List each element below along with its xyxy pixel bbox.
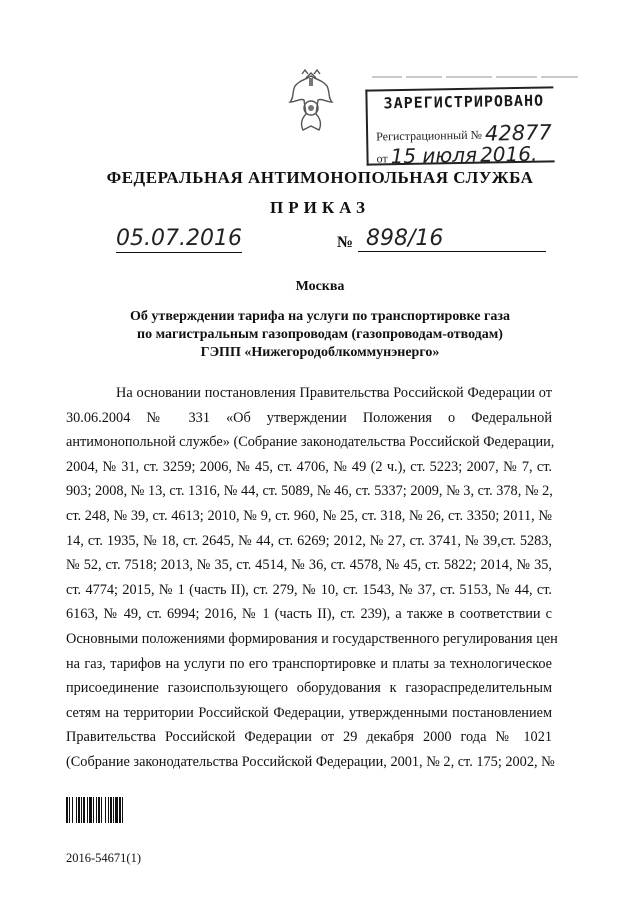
barcode-bar — [78, 797, 80, 823]
coat-of-arms-emblem — [280, 68, 342, 140]
barcode-bar — [105, 797, 106, 823]
stamp-date-year: 2016. — [479, 141, 538, 167]
document-code: 2016-54671(1) — [66, 851, 141, 865]
registration-stamp — [365, 86, 554, 169]
body-line: № 52, ст. 7518; 2013, № 35, ст. 4514, № 36, ст. 4578, № 45, ст. 5822; 2014, № 35, — [66, 557, 552, 574]
body-line: 903; 2008, № 13, ст. 1316, № 44, ст. 5089, № 46, ст. 5337; 2009, № 3, ст. 378, № 2, — [66, 483, 553, 500]
barcode-bar — [96, 797, 97, 823]
barcode-bar — [76, 797, 77, 823]
barcode-bar — [89, 797, 92, 823]
barcode-bar — [66, 797, 68, 823]
stamp-header-smudge — [372, 72, 578, 82]
title-line: ГЭПП «Нижегородоблкоммунэнерго» — [200, 345, 440, 360]
document-type: ПРИКАЗ — [270, 198, 370, 217]
barcode-bar — [119, 797, 121, 823]
body-line: На основании постановления Правительства Российской Федерации от — [116, 385, 552, 401]
stamp-date-line — [376, 141, 537, 168]
order-number-field — [358, 226, 546, 252]
barcode-bar — [98, 797, 100, 823]
stamp-date-handwritten: 15 июля — [390, 142, 478, 169]
title-line: Об утверждении тарифа на услуги по транспортировке газа — [130, 309, 510, 324]
barcode-bar — [93, 797, 94, 823]
barcode-bar — [113, 797, 114, 823]
order-number: 898/16 — [366, 226, 444, 251]
stamp-title: ЗАРЕГИСТРИРОВАНО — [383, 91, 545, 113]
barcode-bar — [122, 797, 123, 823]
body-line: ст. 248, № 39, ст. 4613; 2010, № 9, ст. 960, № 25, ст. 318, № 26, ст. 3350; 2011, № — [66, 507, 552, 524]
body-line: ст. 4774; 2015, № 1 (часть II), ст. 279, № 10, ст. 1543, № 37, ст. 5153, № 44, ст. — [66, 581, 552, 598]
body-line: присоединение газоиспользующего оборудования к газораспределительным — [66, 680, 552, 697]
city: Москва — [295, 279, 345, 294]
order-date: 05.07.2016 — [116, 226, 242, 251]
stamp-reg-label: Регистрационный № — [376, 127, 483, 144]
barcode-bar — [81, 797, 82, 823]
barcode-bar — [87, 797, 88, 823]
number-sign: № — [337, 234, 354, 251]
barcode-bar — [83, 797, 85, 823]
body-line: сетям на территории Российской Федерации, утвержденными постановлением — [66, 704, 552, 721]
stamp-reg-number: 42877 — [484, 120, 553, 146]
barcode-bar — [101, 797, 102, 823]
barcode-bar — [108, 797, 109, 823]
body-line: (Собрание законодательства Российской Федерации, 2001, № 2, ст. 175; 2002, № — [66, 753, 555, 770]
body-line: 14, ст. 1935, № 18, ст. 2645, № 44, ст. 6269; 2012, № 27, ст. 3741, № 39,ст. 5283, — [66, 532, 552, 549]
barcode-bar — [110, 797, 112, 823]
barcode — [66, 797, 162, 823]
barcode-bar — [72, 797, 73, 823]
body-line: Правительства Российской Федерации от 29 декабря 2000 года № 1021 — [66, 729, 552, 746]
order-title — [80, 308, 560, 362]
body-line: 30.06.2004 № 331 «Об утверждении Положения о Федеральной — [66, 409, 552, 426]
barcode-bar — [115, 797, 118, 823]
body-line: Основными положениями формирования и государственного регулирования цен — [66, 630, 558, 647]
title-line: по магистральным газопроводам (газопроводам-отводам) — [137, 327, 503, 342]
body-line: 6163, № 49, ст. 6994; 2016, № 1 (часть II), ст. 239), а также в соответствии с — [66, 606, 552, 623]
stamp-date-prefix: от — [376, 151, 388, 166]
agency-name: ФЕДЕРАЛЬНАЯ АНТИМОНОПОЛЬНАЯ СЛУЖБА — [106, 168, 534, 187]
body-line: 2004, № 31, ст. 3259; 2006, № 45, ст. 4706, № 49 (2 ч.), ст. 5223; 2007, № 7, ст. — [66, 458, 552, 475]
barcode-bar — [69, 797, 70, 823]
body-line: антимонопольной службе» (Собрание законодательства Российской Федерации, — [66, 434, 555, 451]
body-line: на газ, тарифов на услуги по его транспортировке и платы за технологическое — [66, 655, 552, 672]
body-paragraph — [66, 381, 558, 775]
order-date-field — [116, 226, 242, 253]
